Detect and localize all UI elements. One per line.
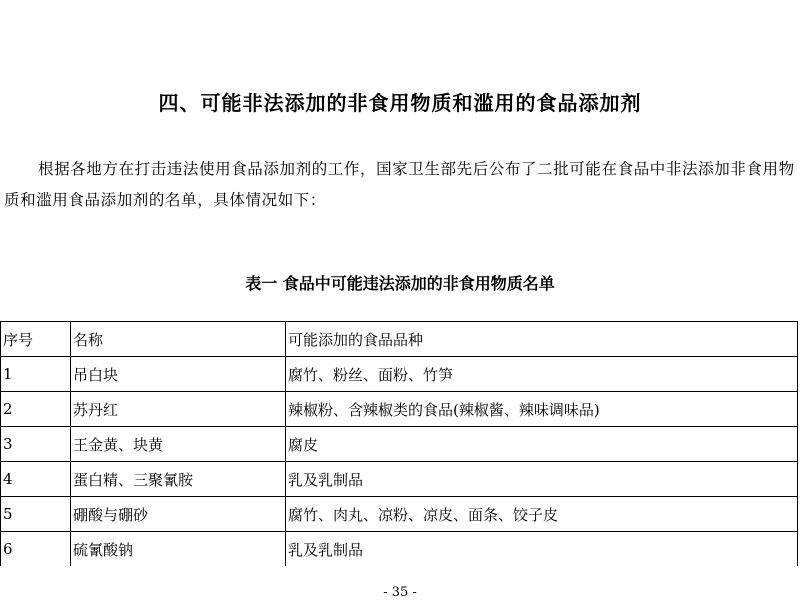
row-substance: 硼酸与硼砂 <box>71 497 286 532</box>
header-index: 序号 <box>1 322 71 357</box>
row-index: 6 <box>1 532 71 567</box>
row-index: 2 <box>1 392 71 427</box>
intro-paragraph: 根据各地方在打击违法使用食品添加剂的工作，国家卫生部先后公布了二批可能在食品中非法添加非食用物质和滥用食品添加剂的名单，具体情况如下： <box>4 160 795 209</box>
table-row <box>1 427 798 462</box>
table-row <box>1 497 798 532</box>
table-row <box>1 357 798 392</box>
row-substance: 苏丹红 <box>71 392 286 427</box>
section-title: 四、可能非法添加的非食用物质和滥用的食品添加剂 <box>158 91 642 115</box>
row-foods: 腐皮 <box>286 427 798 462</box>
row-foods: 乳及乳制品 <box>286 462 798 497</box>
row-index: 4 <box>1 462 71 497</box>
row-substance: 吊白块 <box>71 357 286 392</box>
row-index: 1 <box>1 357 71 392</box>
row-foods: 腐竹、粉丝、面粉、竹笋 <box>286 357 798 392</box>
header-foods: 可能添加的食品品种 <box>286 322 798 357</box>
row-foods: 辣椒粉、含辣椒类的食品(辣椒酱、辣味调味品) <box>286 392 798 427</box>
table-row <box>1 532 798 567</box>
row-foods: 腐竹、肉丸、凉粉、凉皮、面条、饺子皮 <box>286 497 798 532</box>
row-index: 5 <box>1 497 71 532</box>
row-substance: 王金黄、块黄 <box>71 427 286 462</box>
table-header-row <box>1 322 798 357</box>
substance-table <box>0 321 798 566</box>
row-index: 3 <box>1 427 71 462</box>
row-substance: 蛋白精、三聚氰胺 <box>71 462 286 497</box>
row-substance: 硫氰酸钠 <box>71 532 286 567</box>
table-row <box>1 462 798 497</box>
page-number: - 35 - <box>383 585 417 600</box>
row-foods: 乳及乳制品 <box>286 532 798 567</box>
table-row <box>1 392 798 427</box>
table-caption: 表一 食品中可能违法添加的非食用物质名单 <box>245 274 555 293</box>
header-name: 名称 <box>71 322 286 357</box>
